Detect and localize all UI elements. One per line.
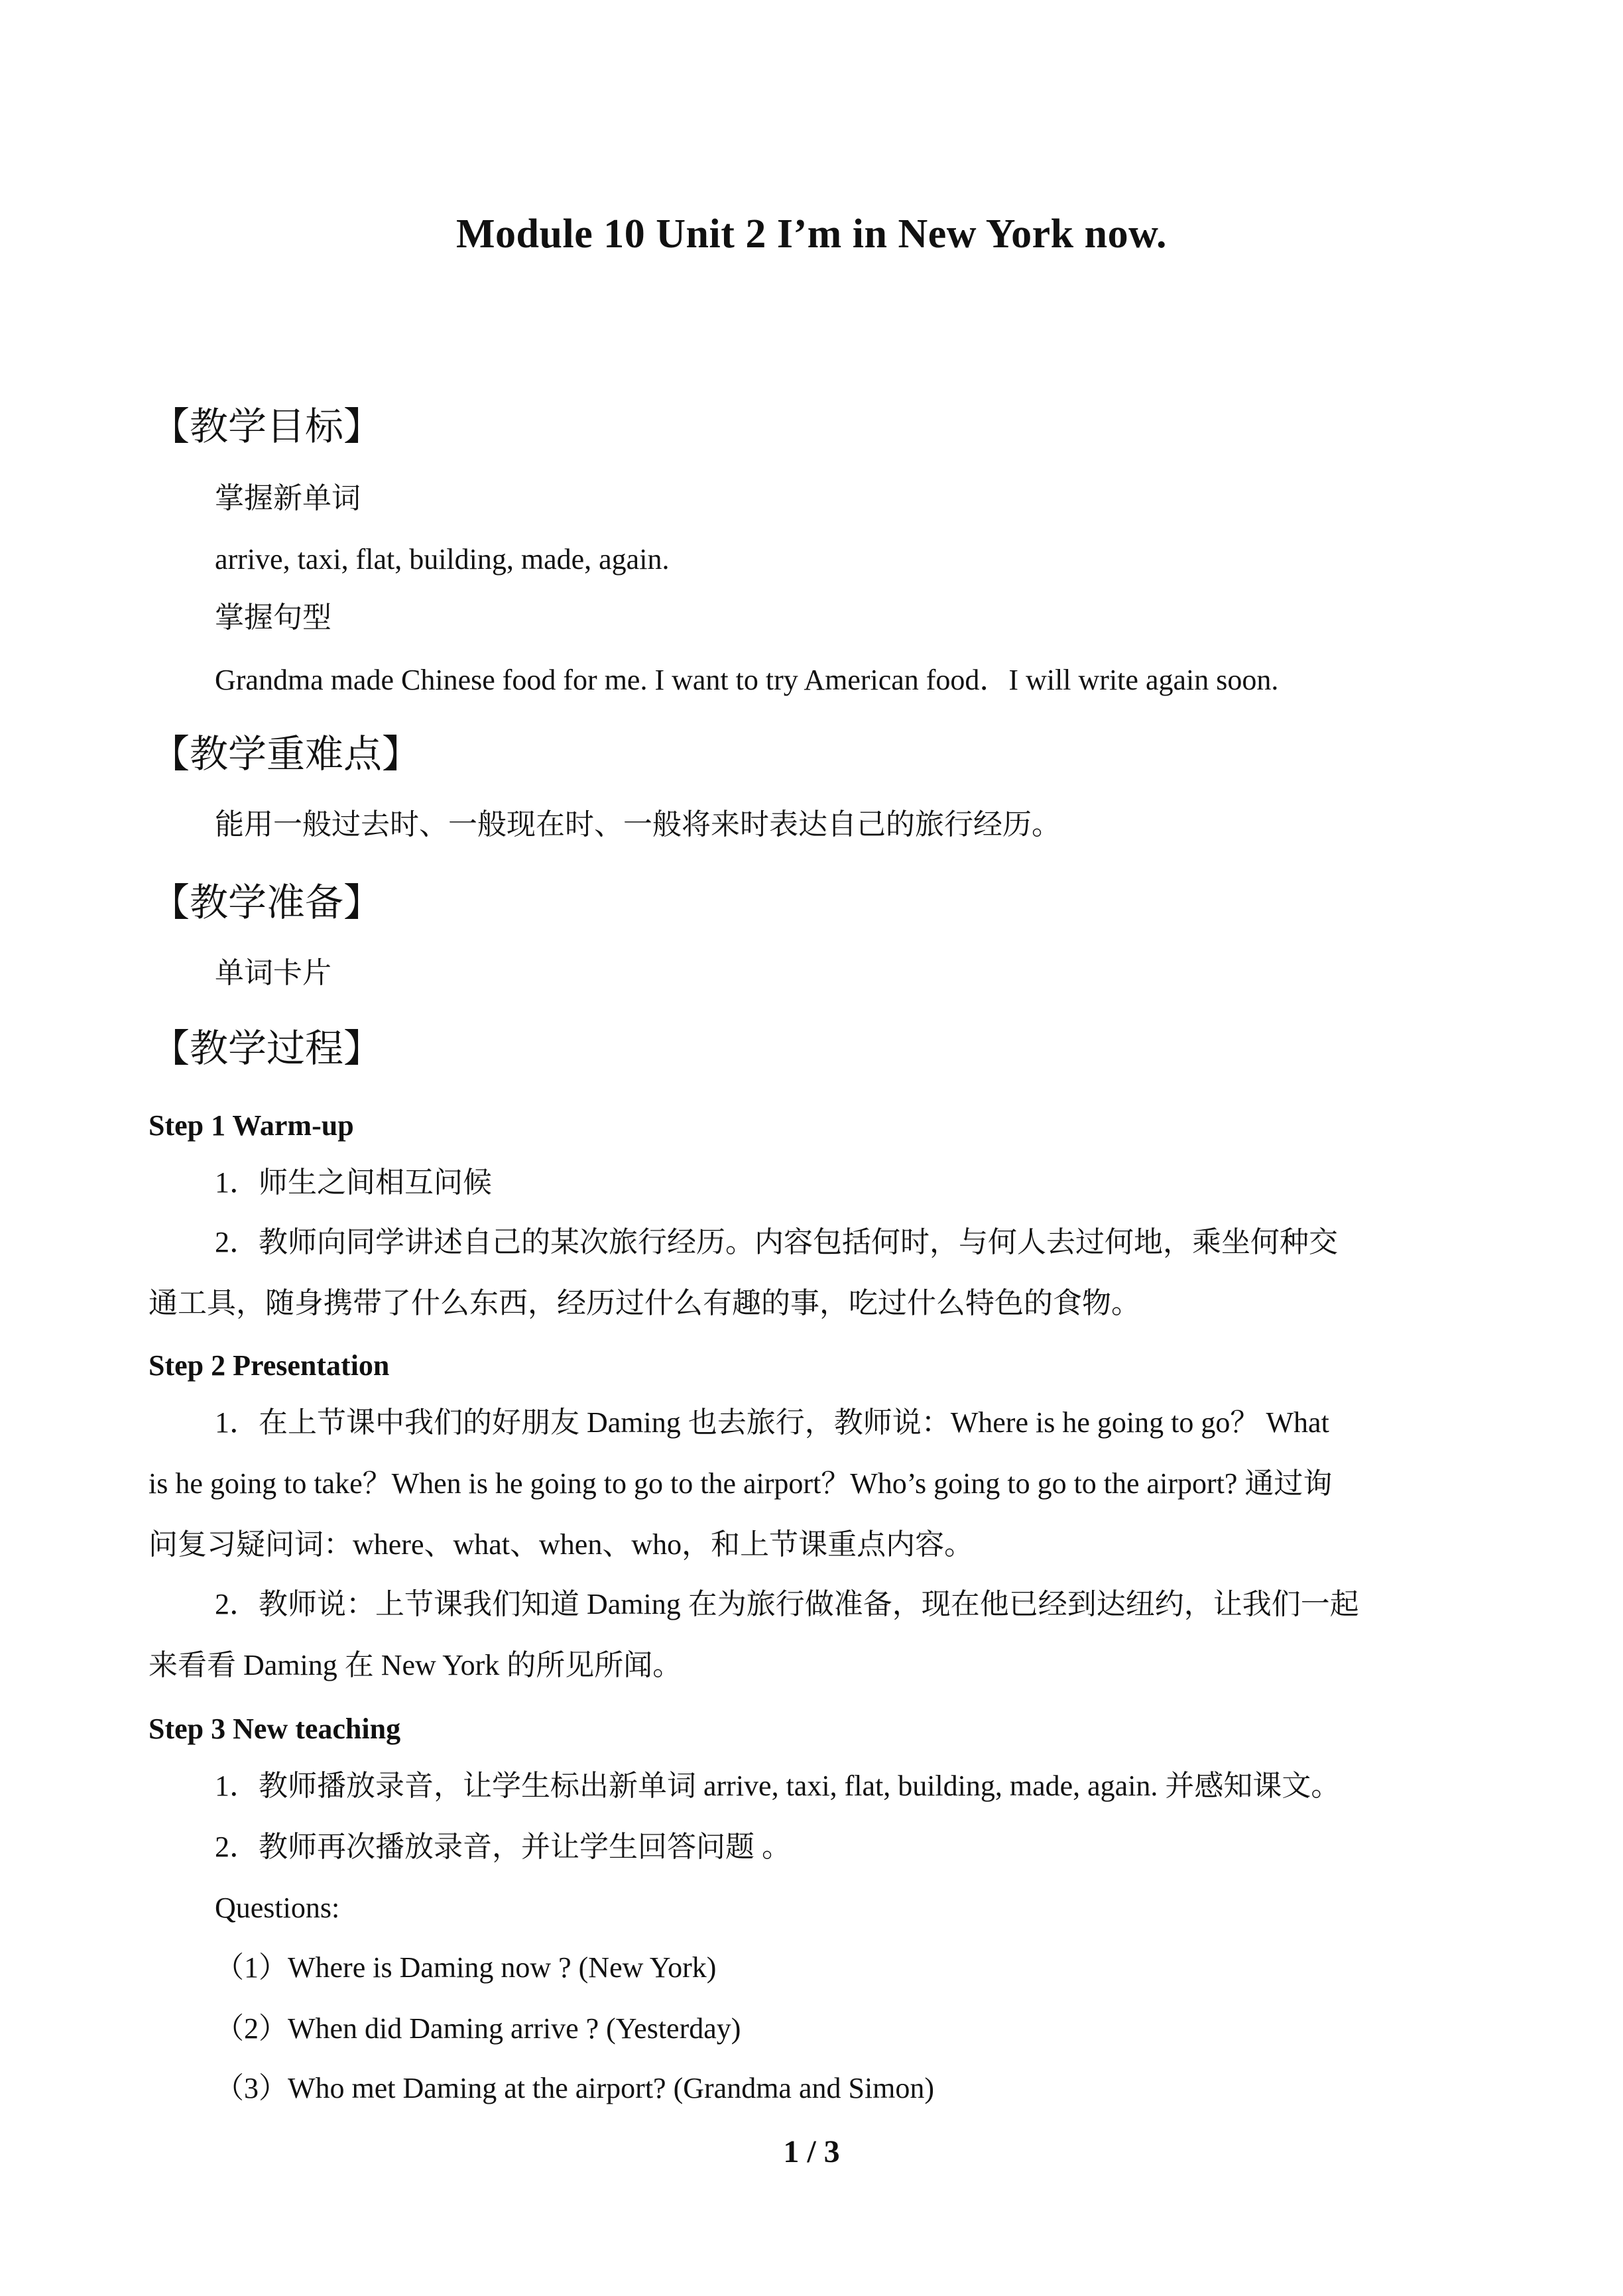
questions-label: Questions: <box>215 1892 340 1924</box>
step2-line-1b: is he going to take？When is he going to go to the airport？Who’s going to go to the airport? 通过询 <box>149 1467 1333 1500</box>
step2-line-1a: 1．在上节课中我们的好朋友 Daming 也去旅行，教师说：Where is he going to go？ What <box>215 1406 1329 1439</box>
heading-objectives: 【教学目标】 <box>151 405 383 448</box>
step1-title: Step 1 Warm-up <box>149 1109 354 1142</box>
page-number: 1 / 3 <box>783 2134 840 2169</box>
preparation-line-1: 单词卡片 <box>215 957 331 989</box>
heading-preparation: 【教学准备】 <box>151 881 383 924</box>
question-2: （2）When did Daming arrive ? (Yesterday) <box>215 2012 741 2045</box>
step1-line-2b: 通工具，随身携带了什么东西，经历过什么有趣的事，吃过什么特色的食物。 <box>149 1287 1140 1319</box>
heading-key-points: 【教学重难点】 <box>151 733 421 776</box>
objective-line-1: 掌握新单词 <box>215 482 361 514</box>
step2-line-2b: 来看看 Daming 在 New York 的所见所闻。 <box>149 1649 682 1681</box>
step2-line-1c: 问复习疑问词：where、what、when、who，和上节课重点内容。 <box>149 1528 974 1561</box>
document-title: Module 10 Unit 2 I’m in New York now. <box>456 211 1167 257</box>
step1-line-1: 1．师生之间相互问候 <box>215 1166 492 1199</box>
step3-title: Step 3 New teaching <box>149 1713 401 1745</box>
objective-line-2: arrive, taxi, flat, building, made, again. <box>215 543 670 575</box>
objective-line-3: 掌握句型 <box>215 601 331 634</box>
step3-line-1: 1．教师播放录音，让学生标出新单词 arrive, taxi, flat, building, made, again. 并感知课文。 <box>215 1770 1341 1802</box>
key-points-line-1: 能用一般过去时、一般现在时、一般将来时表达自己的旅行经历。 <box>215 808 1061 841</box>
step3-line-2: 2．教师再次播放录音，并让学生回答问题 。 <box>215 1831 791 1863</box>
heading-process: 【教学过程】 <box>151 1027 383 1070</box>
step2-title: Step 2 Presentation <box>149 1349 390 1382</box>
question-1: （1）Where is Daming now ? (New York) <box>215 1951 717 1984</box>
step1-line-2a: 2．教师向同学讲述自己的某次旅行经历。内容包括何时，与何人去过何地，乘坐何种交 <box>215 1226 1338 1258</box>
question-3: （3）Who met Daming at the airport? (Grandma and Simon) <box>215 2072 935 2104</box>
step2-line-2a: 2．教师说：上节课我们知道 Daming 在为旅行做准备，现在他已经到达纽约，让我们一起 <box>215 1588 1359 1620</box>
objective-line-4: Grandma made Chinese food for me. I want to try American food．I will write again soon. <box>215 664 1279 696</box>
